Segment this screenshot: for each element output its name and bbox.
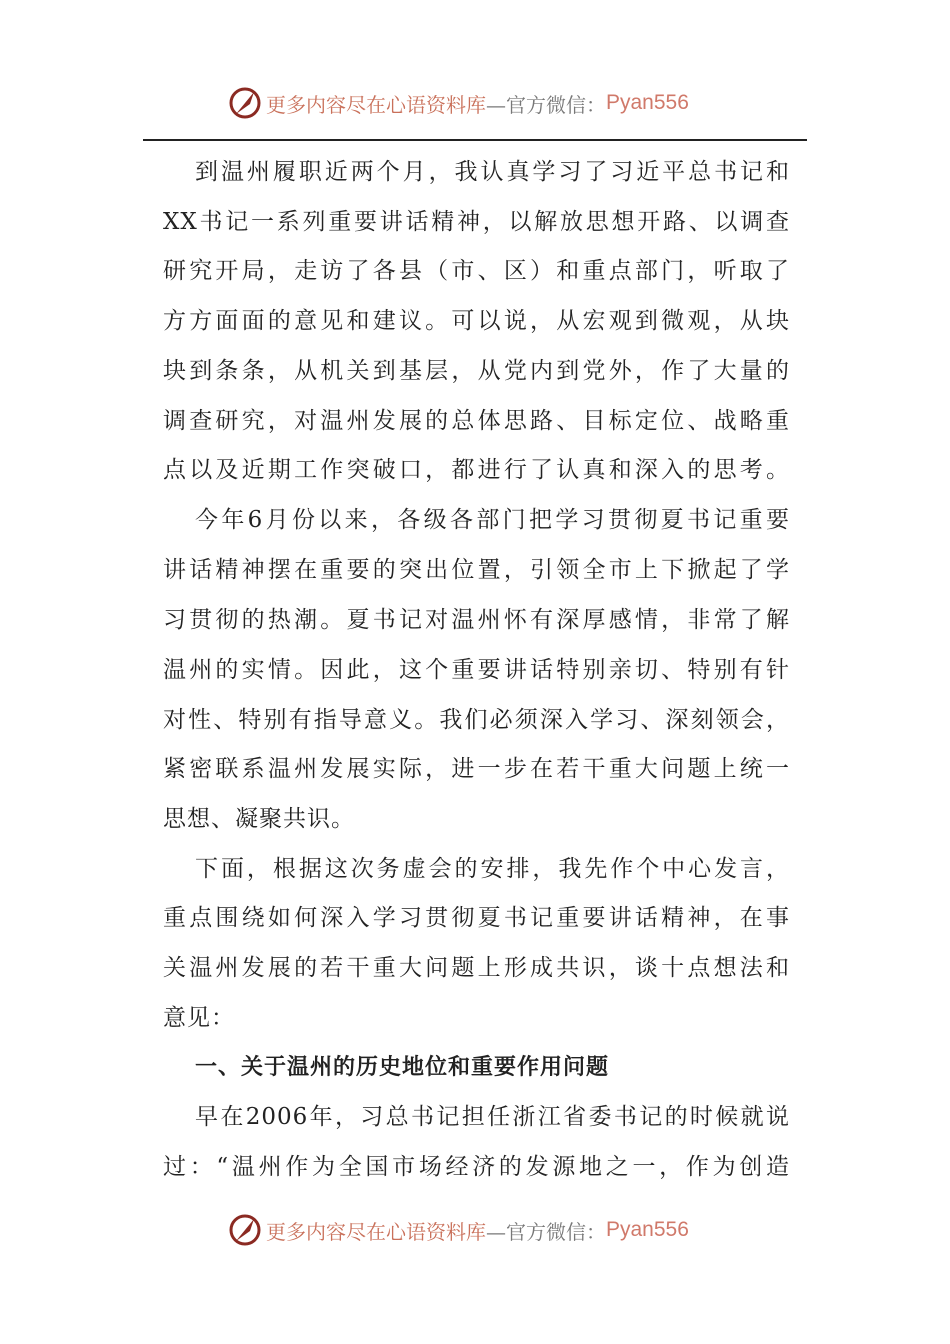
text-line: 方方面面的意见和建议。可以说，从宏观到微观，从块 [163,308,790,334]
watermark-wechat-label: —官方微信： [486,1219,606,1244]
watermark-wechat-id: Pyan556 [606,1218,689,1241]
text-line: 块到条条，从机关到基层，从党内到党外，作了大量的 [163,358,790,384]
section-heading: 一、关于温州的历史地位和重要作用问题 [195,1055,610,1080]
text-line: 研究开局，走访了各县（市、区）和重点部门，听取了 [163,258,790,284]
text-line: 点以及近期工作突破口，都进行了认真和深入的思考。 [163,457,790,483]
text-line: 习贯彻的热潮。夏书记对温州怀有深厚感情，非常了解 [163,607,790,633]
text-line: 对性、特别有指导意义。我们必须深入学习、深刻领会， [163,707,790,733]
text-line: 下面，根据这次务虚会的安排，我先作个中心发言， [195,856,790,882]
text-line: 意见： [163,1005,235,1031]
text-line: 重点围绕如何深入学习贯彻夏书记重要讲话精神，在事 [163,905,790,931]
text-line: XX书记一系列重要讲话精神，以解放思想开路、以调查 [163,209,790,235]
text-line: 早在2006年，习总书记担任浙江省委书记的时候就说 [195,1104,790,1130]
watermark-text: 更多内容尽在心语资料库 [266,92,486,117]
watermark-text: 更多内容尽在心语资料库 [266,1219,486,1244]
text-line: 紧密联系温州发展实际，进一步在若干重大问题上统一 [163,756,790,782]
text-line: 调查研究，对温州发展的总体思路、目标定位、战略重 [163,408,790,434]
text-line: 温州的实情。因此，这个重要讲话特别亲切、特别有针 [163,657,790,683]
text-line: 过：“温州作为全国市场经济的发源地之一，作为创造 [163,1154,790,1180]
quill-logo-icon [228,1213,262,1247]
text-line: 到温州履职近两个月，我认真学习了习近平总书记和 [195,159,790,185]
text-line: 今年6月份以来，各级各部门把学习贯彻夏书记重要 [195,507,790,533]
watermark-wechat-label: —官方微信： [486,92,606,117]
header-watermark [228,83,689,123]
quill-logo-icon [228,86,262,120]
text-line: 关温州发展的若干重大问题上形成共识，谈十点想法和 [163,955,790,981]
header-rule [143,139,807,141]
text-line: 讲话精神摆在重要的突出位置，引领全市上下掀起了学 [163,557,790,583]
text-line: 思想、凝聚共识。 [163,806,355,832]
footer-watermark [228,1210,689,1250]
watermark-wechat-id: Pyan556 [606,91,689,114]
